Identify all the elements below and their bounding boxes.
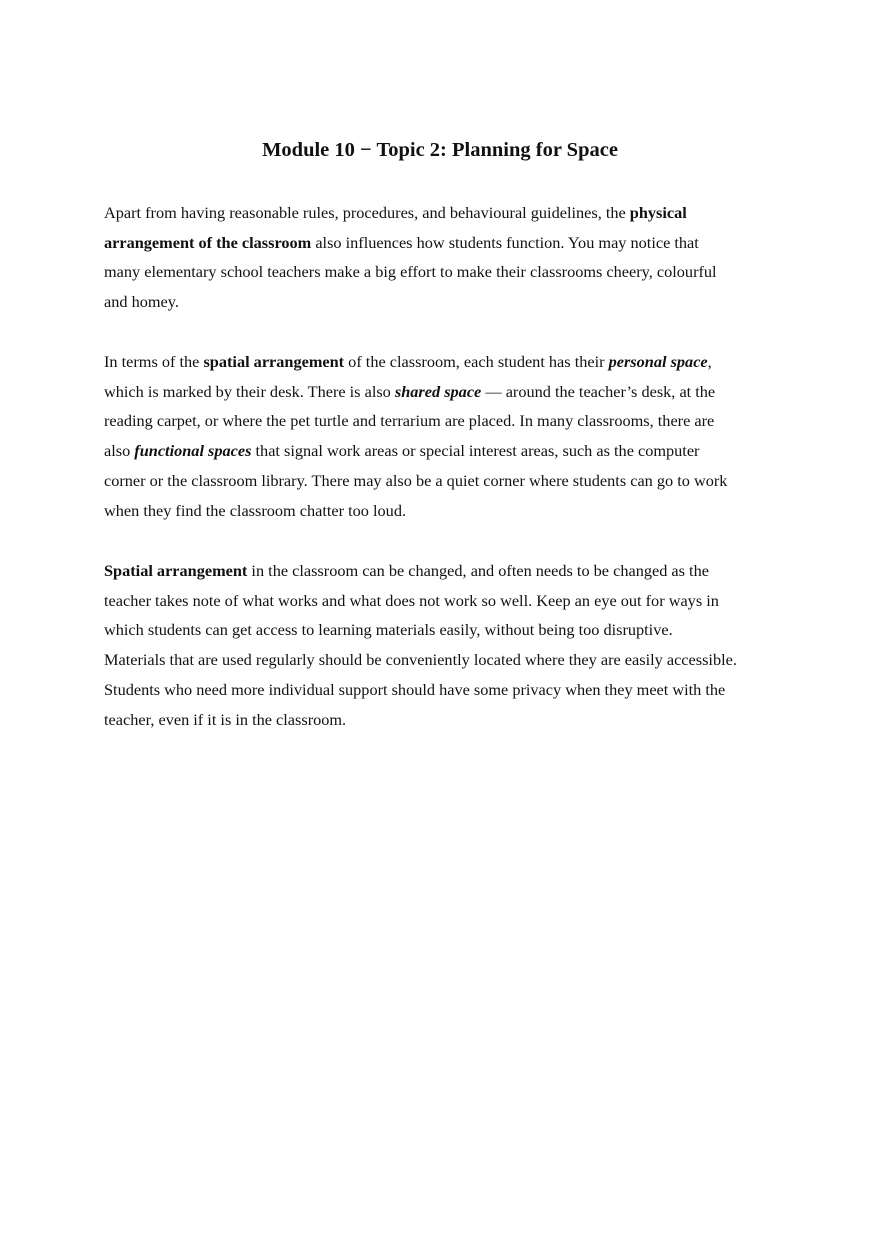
text-line: Materials that are used regularly should be conveniently located where they are easily accessible.: [104, 650, 737, 670]
text-run: which is marked by their desk. There is also: [104, 381, 395, 401]
text-line: teacher, even if it is in the classroom.: [104, 709, 347, 729]
page-title: Module 10 − Topic 2: Planning for Space: [262, 139, 618, 161]
text-line: [104, 198, 784, 228]
text-run: also influences how students function. You may notice that: [311, 232, 699, 252]
text-line: [104, 436, 784, 466]
text-line: [104, 228, 784, 258]
bold-italic-term: functional spaces: [134, 441, 252, 461]
text-line: which students can get access to learning materials easily, without being too disruptive.: [104, 620, 673, 640]
text-line: [104, 556, 784, 586]
text-line: when they find the classroom chatter too loud.: [104, 500, 407, 520]
text-run: In terms of the: [104, 352, 204, 371]
text-run: that signal work areas or special interest areas, such as the computer: [251, 441, 700, 461]
text-run: ,: [707, 352, 712, 371]
paragraph-physical-arrangement: [104, 198, 784, 317]
bold-term: physical: [629, 203, 687, 222]
text-run: in the classroom can be changed, and often needs to be changed as the: [247, 561, 709, 580]
bold-italic-term: personal space: [608, 352, 708, 371]
text-line: corner or the classroom library. There may also be a quiet corner where students can go to work: [104, 470, 728, 490]
text-line: [104, 377, 784, 407]
text-line: teacher takes note of what works and what does not work so well. Keep an eye out for ways in: [104, 590, 719, 610]
text-line: many elementary school teachers make a big effort to make their classrooms cheery, colourful: [104, 262, 717, 282]
bold-term: Spatial arrangement: [104, 561, 248, 580]
text-run: — around the teacher’s desk, at the: [481, 381, 716, 401]
bold-term: spatial arrangement: [203, 352, 345, 371]
text-run: of the classroom, each student has their: [344, 352, 609, 371]
text-line: and homey.: [104, 292, 179, 312]
paragraph-spatial-arrangement: [104, 347, 784, 525]
paragraph-changing-arrangement: [104, 556, 784, 734]
bold-italic-term: shared space: [394, 381, 482, 401]
text-line: reading carpet, or where the pet turtle and terrarium are placed. In many classrooms, there are: [104, 411, 715, 431]
text-run: Apart from having reasonable rules, procedures, and behavioural guidelines, the: [104, 203, 630, 222]
text-line: Students who need more individual support should have some privacy when they meet with the: [104, 679, 726, 699]
bold-term: arrangement of the classroom: [104, 232, 312, 252]
text-line: [104, 347, 784, 377]
text-run: also: [104, 441, 135, 461]
